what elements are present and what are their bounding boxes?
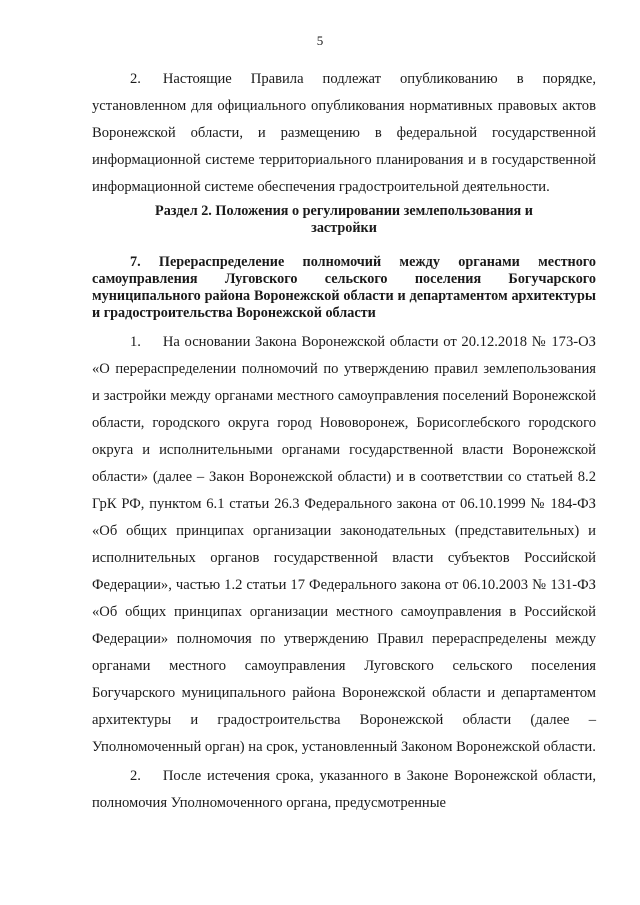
document-body [92, 66, 596, 817]
spacer [92, 322, 596, 329]
section-heading: Раздел 2. Положения о регулировании землепользования и застройки [155, 203, 533, 236]
paragraph-1: 1. На основании Закона Воронежской области от 20.12.2018 № 173-ОЗ «О перераспределении полномочий по утверждению правил землепользования и застройки между органами местного самоуправления поселений Воронежской области, городского округа город Нововоронеж, Борисоглебского городского округа и исполнительными органами государственной власти Воронежской области» (далее – Закон Воронежской области) и в соответствии со статьей 8.2 ГрК РФ, пунктом 6.1 статьи 26.3 Федерального закона от 06.10.1999 № 184-ФЗ «Об общих принципах организации законодательных (представительных) и исполнительных органов государственной власти субъектов Российской Федерации», частью 1.2 статьи 17 Федерального закона от 06.10.2003 № 131-ФЗ «Об общих принципах организации местного самоуправления в Российской Федерации» полномочия по утверждению Правил перераспределены между органами местного самоуправления Луговского сельского поселения Богучарского муниципального района Воронежской области и департаментом архитектуры и градостроительства Воронежской области (далее – Уполномоченный орган) на срок, установленный Законом Воронежской области. [92, 334, 596, 755]
article-heading: 7. Перераспределение полномочий между органами местного самоуправления Луговского сельского поселения Богучарского муниципального района Воронежской области и департаментом архитектуры и градостроительства Воронежской области [92, 254, 596, 321]
paragraph-2: 2. После истечения срока, указанного в Законе Воронежской области, полномочия Уполномоченного органа, предусмотренные [92, 768, 596, 811]
paragraph-publication: 2. Настоящие Правила подлежат опубликованию в порядке, установленном для официального опубликования нормативных правовых актов Воронежской области, и размещению в федеральной государственной информационной системе территориального планирования и в государственной информационной системе обеспечения градостроительной деятельности. [92, 71, 596, 195]
page-number: 5 [316, 33, 324, 48]
